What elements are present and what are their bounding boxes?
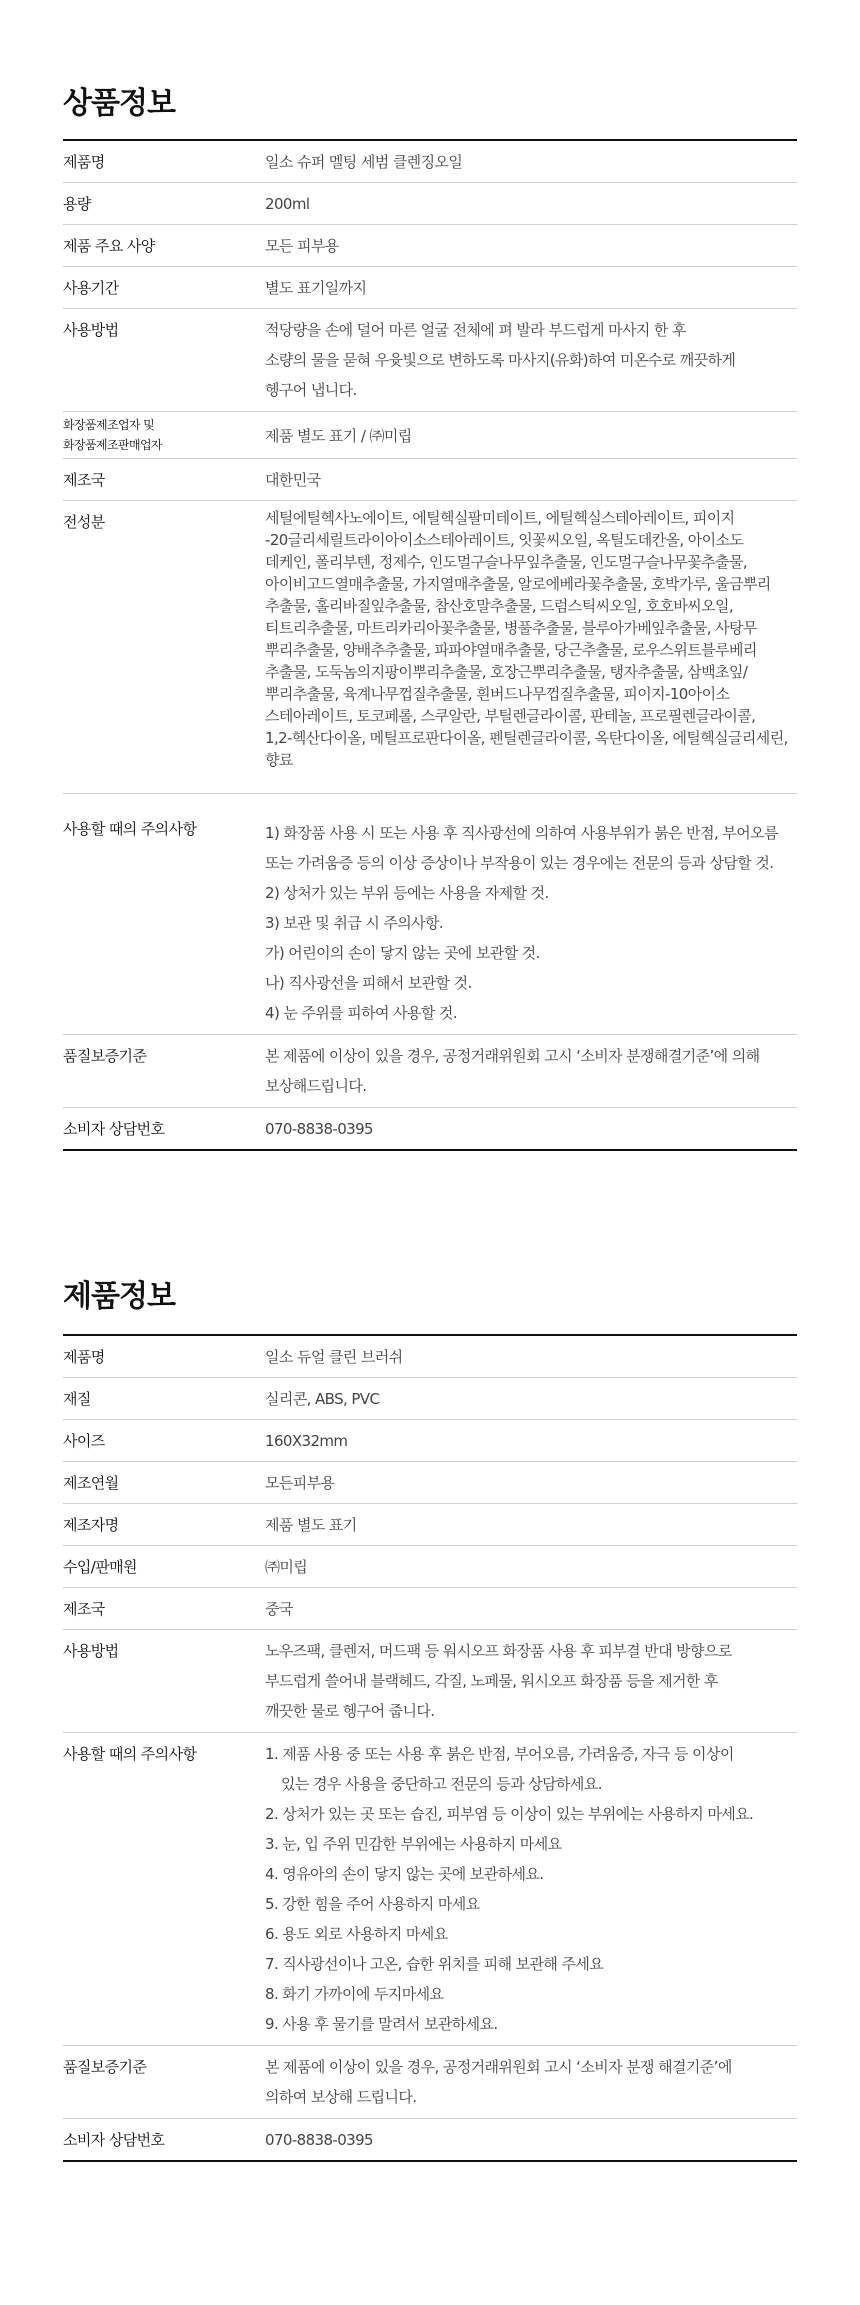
row-value: 중국 [265, 1588, 797, 1630]
text-line: 9. 사용 후 물기를 말려서 보관하세요. [265, 2015, 498, 2033]
table-row-caution [63, 794, 797, 1035]
row-value [265, 1630, 797, 1733]
table-row-maker [63, 1504, 797, 1546]
row-label: 사이즈 [63, 1420, 265, 1462]
product-info-section [63, 0, 797, 1151]
text-line: 있는 경우 사용을 중단하고 전문의 등과 상담하세요. [281, 1775, 602, 1793]
row-label: 제품명 [63, 153, 105, 171]
text-line: 스테아레이트, 토코페롤, 스쿠알란, 부틸렌글라이콜, 판테놀, 프로필렌글라이콜, [265, 707, 756, 725]
row-value [265, 794, 797, 1035]
text-line: 아이비고드열매추출물, 가지열매추출물, 알로에베라꽃추출물, 호박가루, 울금뿌리 [265, 575, 771, 593]
text-line: 1,2-헥산다이올, 메틸프로판다이올, 펜틸렌글라이콜, 옥탄다이올, 에틸헥실글리세린, [265, 729, 788, 747]
row-value [265, 309, 797, 412]
text-line: 2. 상처가 있는 곳 또는 습진, 피부염 등 이상이 있는 부위에는 사용하지 마세요. [265, 1805, 754, 1823]
row-label: 제조국 [63, 1588, 265, 1630]
row-value [265, 501, 797, 794]
table-row-product-name [63, 1335, 797, 1378]
row-value [265, 1035, 797, 1108]
row-value: 대한민국 [265, 459, 797, 501]
text-line: 가) 어린이의 손이 닿지 않는 곳에 보관할 것. [265, 944, 540, 962]
text-line: 부드럽게 쓸어내 블랙헤드, 각질, 노페물, 워시오프 화장품 등을 제거한 후 [265, 1672, 718, 1690]
row-label: 제조국 [63, 459, 265, 501]
item-info-section [63, 1151, 797, 2162]
bottom-spacer [63, 2162, 797, 2222]
section-title: 제품정보 [63, 1279, 175, 1314]
row-value: 일소 듀얼 클린 브러쉬 [265, 1348, 403, 1366]
row-label: 품질보증기준 [63, 2046, 265, 2119]
row-label [63, 412, 265, 459]
text-line: 세틸에틸헥사노에이트, 에틸헥실팔미테이트, 에틸헥실스테아레이트, 피이지 [265, 509, 735, 527]
text-line: 4) 눈 주위를 피하여 사용할 것. [265, 1004, 457, 1022]
row-value [265, 2046, 797, 2119]
text-line: 나) 직사광선을 피해서 보관할 것. [265, 974, 472, 992]
label-line: 화장품제조업자 및 [63, 418, 155, 432]
row-value: ㈜미립 [265, 1546, 797, 1588]
row-label: 전성분 [63, 501, 265, 794]
text-line: 의하여 보상해 드립니다. [265, 2088, 417, 2106]
text-line: 뿌리추출물, 육계나무껍질추출물, 흰버드나무껍질추출물, 피이지-10아이소 [265, 685, 730, 703]
text-line: 6. 용도 외로 사용하지 마세요 [265, 1925, 448, 1943]
row-label: 사용방법 [63, 1630, 265, 1733]
table-row-contact [63, 2119, 797, 2162]
text-line: 추출물, 홀리바질잎추출물, 참산호말추출물, 드럼스틱씨오일, 호호바씨오일, [265, 597, 734, 615]
text-line: 추출물, 도둑놈의지팡이뿌리추출물, 호장근뿌리추출물, 탱자추출물, 삼백초잎/ [265, 663, 748, 681]
contact-phone: 070-8838-0395 [265, 1108, 797, 1151]
row-value [265, 1733, 797, 2046]
text-line: 또는 가려움증 등의 이상 증상이나 부작용이 있는 경우에는 전문의 등과 상담할 것. [265, 854, 774, 872]
contact-phone: 070-8838-0395 [265, 2119, 797, 2162]
table-row-warranty [63, 1035, 797, 1108]
row-label: 사용방법 [63, 309, 265, 412]
text-line: 적당량을 손에 덜어 마른 얼굴 전체에 펴 발라 부드럽게 마사지 한 후 [265, 321, 686, 339]
row-value: 모든 피부용 [265, 225, 797, 267]
product-info-table [63, 139, 797, 1151]
row-value: 제품 별도 표기 / ㈜미립 [265, 412, 797, 459]
table-row-volume [63, 183, 797, 225]
table-row-mfg-date [63, 1462, 797, 1504]
label-line: 화장품제조판매업자 [63, 438, 162, 452]
text-line: 노우즈팩, 클렌저, 머드팩 등 워시오프 화장품 사용 후 피부결 반대 방향으로 [265, 1642, 732, 1660]
section-title: 상품정보 [63, 86, 175, 121]
row-value: 일소 슈퍼 멜팅 세범 클렌징오일 [265, 153, 463, 171]
text-line: 본 제품에 이상이 있을 경우, 공정거래위원회 고시 ‘소비자 분쟁해결기준’에 의해 [265, 1047, 760, 1065]
text-line: 깨끗한 물로 헹구어 줍니다. [265, 1702, 435, 1720]
row-value: 160X32mm [265, 1420, 797, 1462]
row-value: 별도 표기일까지 [265, 267, 797, 309]
row-label: 수입/판매원 [63, 1546, 265, 1588]
text-line: 4. 영유아의 손이 닿지 않는 곳에 보관하세요. [265, 1865, 544, 1883]
text-line: -20글리세릴트라이아이소스테아레이트, 잇꽃씨오일, 옥틸도데칸올, 아이소도 [265, 531, 744, 549]
text-line: 향료 [265, 751, 293, 769]
row-label: 소비자 상담번호 [63, 1108, 265, 1151]
table-row-caution [63, 1733, 797, 2046]
text-line: 1) 화장품 사용 시 또는 사용 후 직사광선에 의하여 사용부위가 붉은 반점, 부어오름 [265, 824, 778, 842]
text-line: 5. 강한 힘을 주어 사용하지 마세요 [265, 1895, 480, 1913]
text-line: 2) 상처가 있는 부위 등에는 사용을 자제할 것. [265, 884, 549, 902]
row-label: 사용할 때의 주의사항 [63, 1733, 265, 2046]
table-row-main-spec [63, 225, 797, 267]
row-value: 실리콘, ABS, PVC [265, 1378, 797, 1420]
table-row-expiry [63, 267, 797, 309]
table-row-country [63, 1588, 797, 1630]
row-label: 소비자 상담번호 [63, 2119, 265, 2162]
row-label: 제품 주요 사양 [63, 225, 265, 267]
table-row-usage [63, 1630, 797, 1733]
text-line: 본 제품에 이상이 있을 경우, 공정거래위원회 고시 ‘소비자 분쟁 해결기준’에 [265, 2058, 732, 2076]
row-value: 모든피부용 [265, 1462, 797, 1504]
table-row-ingredients [63, 501, 797, 794]
text-line: 데케인, 폴리부텐, 정제수, 인도멀구슬나무잎추출물, 인도멀구슬나무꽃추출물, [265, 553, 747, 571]
text-line: 3) 보관 및 취급 시 주의사항. [265, 914, 444, 932]
row-value: 제품 별도 표기 [265, 1504, 797, 1546]
table-row-manufacturer [63, 412, 797, 459]
table-row-warranty [63, 2046, 797, 2119]
table-row-usage [63, 309, 797, 412]
text-line: 1. 제품 사용 중 또는 사용 후 붉은 반점, 부어오름, 가려움증, 자극 등 이상이 [265, 1745, 734, 1763]
row-label: 용량 [63, 183, 265, 225]
row-label: 제조연월 [63, 1462, 265, 1504]
text-line: 뿌리추출물, 양배추추출물, 파파야열매추출물, 당근추출물, 로우스위트블루베리 [265, 641, 757, 659]
table-row-importer [63, 1546, 797, 1588]
text-line: 7. 직사광선이나 고온, 습한 위치를 피해 보관해 주세요 [265, 1955, 604, 1973]
text-line: 티트리추출물, 마트리카리아꽃추출물, 병풀추출물, 블루아가베잎추출물, 사탕무 [265, 619, 757, 637]
row-value: 200ml [265, 183, 797, 225]
row-label: 제품명 [63, 1348, 105, 1366]
row-label: 재질 [63, 1378, 265, 1420]
row-label: 제조자명 [63, 1504, 265, 1546]
item-info-table [63, 1334, 797, 2162]
row-label: 사용할 때의 주의사항 [63, 794, 265, 1035]
row-label: 사용기간 [63, 267, 265, 309]
text-line: 헹구어 냅니다. [265, 381, 357, 399]
text-line: 8. 화기 가까이에 두지마세요 [265, 1985, 444, 2003]
table-row-contact [63, 1108, 797, 1151]
table-row-country [63, 459, 797, 501]
text-line: 소량의 물을 묻혀 우윳빛으로 변하도록 마사지(유화)하여 미온수로 깨끗하게 [265, 351, 736, 369]
table-row-material [63, 1378, 797, 1420]
row-label: 품질보증기준 [63, 1035, 265, 1108]
text-line: 3. 눈, 입 주위 민감한 부위에는 사용하지 마세요 [265, 1835, 562, 1853]
text-line: 보상해드립니다. [265, 1077, 367, 1095]
table-row-product-name [63, 140, 797, 183]
table-row-size [63, 1420, 797, 1462]
